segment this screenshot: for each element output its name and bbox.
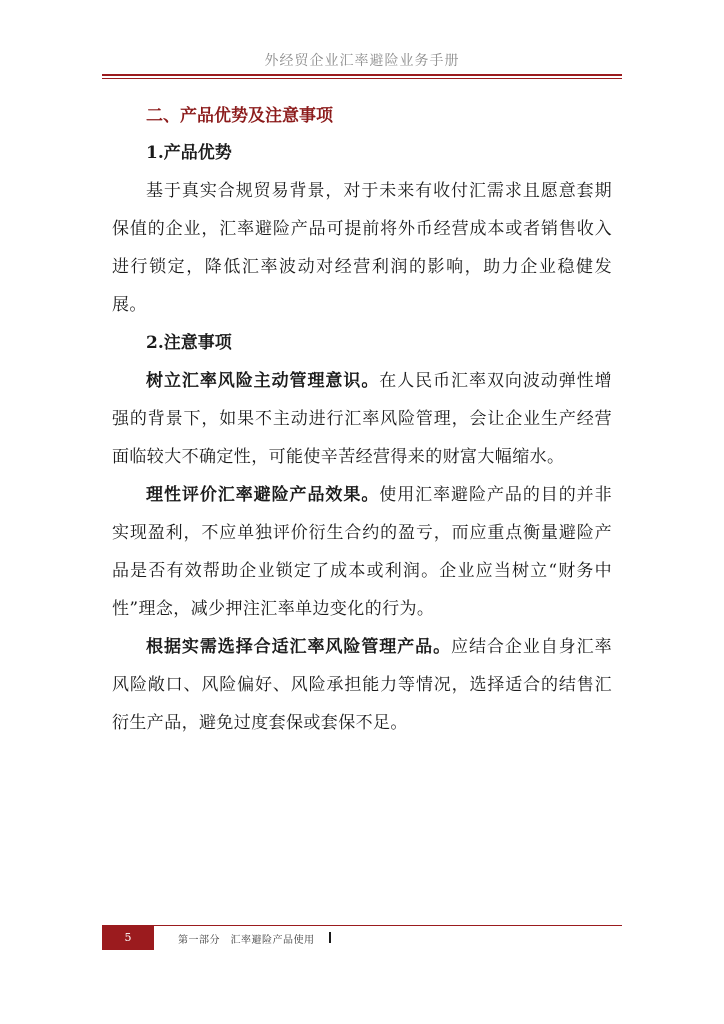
paragraph-note-3: [112, 628, 612, 742]
footer-divider-mark: [329, 932, 331, 943]
header-rule-thick: [102, 74, 622, 76]
note-3-lead: 根据实需选择合适汇率风险管理产品。: [146, 637, 452, 657]
subheading-notes: 2.注意事项: [146, 333, 232, 353]
paragraph-advantages: 基于真实合规贸易背景，对于未来有收付汇需求且愿意套期保值的企业，汇率避险产品可提前将外币经营成本或者销售收入进行锁定，降低汇率波动对经营利润的影响，助力企业稳健发展。: [112, 181, 612, 315]
note-3-text: 应结合企业自身汇率风险敞口、风险偏好、风险承担能力等情况，选择适合的结售汇衍生产品，避免过度套保或套保不足。: [112, 637, 612, 733]
page-body: [112, 98, 612, 742]
page-number: 5: [102, 926, 154, 950]
note-1-lead: 树立汇率风险主动管理意识。: [146, 371, 380, 391]
footer-chapter-label: 第一部分 汇率避险产品使用: [178, 935, 315, 946]
note-2-text: 使用汇率避险产品的目的并非实现盈利，不应单独评价衍生合约的盈亏，而应重点衡量避险产品是否有效帮助企业锁定了成本或利润。企业应当树立“财务中性”理念，减少押注汇率单边变化的行为。: [112, 485, 613, 619]
header-rule-thin: [102, 78, 622, 79]
note-1-text: 在人民币汇率双向波动弹性增强的背景下，如果不主动进行汇率风险管理，会让企业生产经营面临较大不确定性，可能使辛苦经营得来的财富大幅缩水。: [112, 371, 613, 467]
paragraph-note-2: [112, 476, 612, 628]
subheading-advantages: 1.产品优势: [146, 143, 232, 163]
note-2-lead: 理性评价汇率避险产品效果。: [146, 485, 380, 505]
running-header: 外经贸企业汇率避险业务手册: [264, 53, 460, 69]
footer-rule: [102, 925, 622, 926]
paragraph-note-1: [112, 362, 612, 476]
section-heading: 二、产品优势及注意事项: [146, 106, 333, 126]
